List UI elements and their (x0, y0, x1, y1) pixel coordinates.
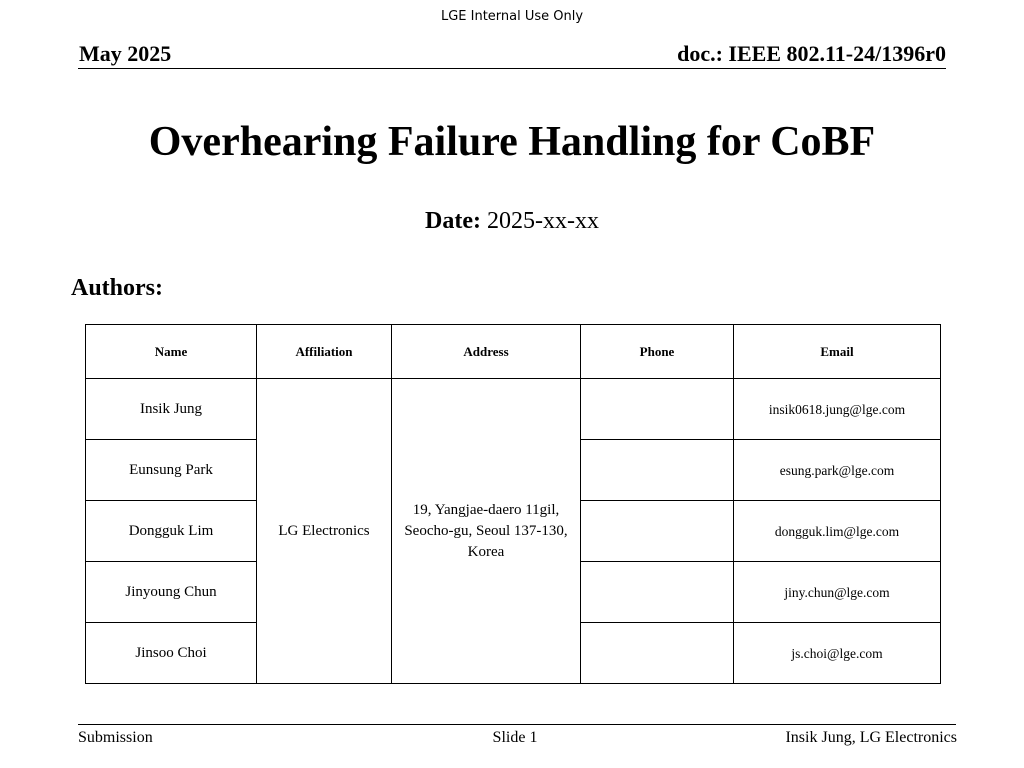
author-name: Eunsung Park (86, 440, 257, 501)
authors-table (85, 324, 941, 684)
header-divider (78, 68, 946, 69)
date-value: 2025-xx-xx (486, 208, 599, 234)
author-phone (581, 501, 734, 562)
author-address: 19, Yangjae-daero 11gil, Seocho-gu, Seoul 137-130, Korea (392, 379, 581, 684)
header-doc-id: doc.: IEEE 802.11-24/1396r0 (677, 41, 946, 66)
author-name: Jinsoo Choi (86, 623, 257, 684)
author-name: Insik Jung (86, 379, 257, 440)
author-email: dongguk.lim@lge.com (734, 501, 941, 562)
author-affiliation: LG Electronics (257, 379, 392, 684)
author-phone (581, 440, 734, 501)
author-email: esung.park@lge.com (734, 440, 941, 501)
column-header-name: Name (86, 325, 257, 379)
author-phone (581, 623, 734, 684)
author-email: jiny.chun@lge.com (734, 562, 941, 623)
table-header-row (86, 325, 941, 379)
table-row (86, 379, 941, 440)
date-line (0, 205, 1024, 237)
footer-divider (78, 724, 956, 725)
footer-submission: Submission (78, 729, 153, 746)
author-email: insik0618.jung@lge.com (734, 379, 941, 440)
author-phone (581, 379, 734, 440)
author-name: Jinyoung Chun (86, 562, 257, 623)
authors-heading: Authors: (71, 275, 164, 301)
author-phone (581, 562, 734, 623)
date-label: Date: (425, 208, 481, 234)
classification-label: LGE Internal Use Only (440, 9, 584, 24)
slide-title: Overhearing Failure Handling for CoBF (148, 119, 876, 165)
footer-slide-number: Slide 1 (492, 729, 538, 746)
column-header-email: Email (734, 325, 941, 379)
column-header-phone: Phone (581, 325, 734, 379)
author-email: js.choi@lge.com (734, 623, 941, 684)
column-header-affiliation: Affiliation (257, 325, 392, 379)
column-header-address: Address (392, 325, 581, 379)
author-name: Dongguk Lim (86, 501, 257, 562)
header-date: May 2025 (79, 41, 172, 66)
footer-author: Insik Jung, LG Electronics (785, 729, 957, 746)
